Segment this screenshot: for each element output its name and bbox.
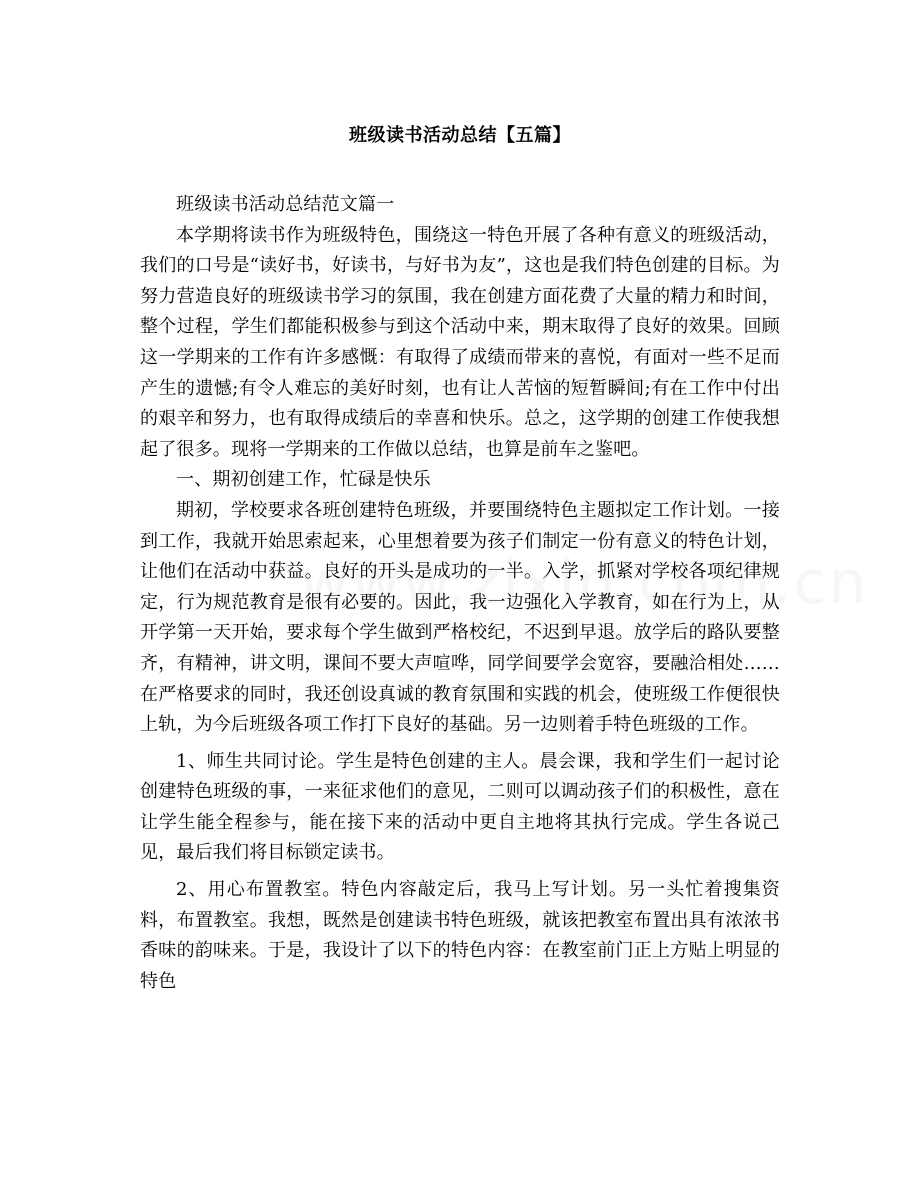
paragraph: 期初，学校要求各班创建特色班级，并要围绕特色主题拟定工作计划。一接到工作，我就开始思索起来，心里想着要为孩子们制定一份有意义的特色计划，让他们在活动中获益。良好的开头是成功的一半。入学，抓紧对学校各项纪律规定，行为规范教育是很有必要的。因此，我一边强化入学教育，如在行为上，从开学第一天开始，要求每个学生做到严格校纪，不迟到早退。放学后的路队要整齐，有精神，讲文明，课间不要大声喧哗，同学间要学会宽容，要融洽相处……在严格要求的同时，我还创设真诚的教育氛围和实践的机会，使班级工作便很快上轨，为今后班级各项工作打下良好的基础。另一边则着手特色班级的工作。 [140,499,780,736]
document-title: 班级读书活动总结【五篇】 [349,125,571,146]
paragraph: 本学期将读书作为班级特色，围绕这一特色开展了各种有意义的班级活动，我们的口号是“读好书，好读书，与好书为友”，这也是我们特色创建的目标。为努力营造良好的班级读书学习的氛围，我在创建方面花费了大量的精力和时间，整个过程，学生们都能积极参与到这个活动中来，期末取得了良好的效果。回顾这一学期来的工作有许多感慨：有取得了成绩而带来的喜悦，有面对一些不足而产生的遗憾;有令人难忘的美好时刻，也有让人苦恼的短暂瞬间;有在工作中付出的艰辛和努力，也有取得成绩后的幸喜和快乐。总之，这学期的创建工作使我想起了很多。现将一学期来的工作做以总结，也算是前车之鉴吧。 [140,224,780,460]
section-heading: 班级读书活动总结范文篇一 [176,194,395,215]
paragraph: 2、用心布置教室。特色内容敲定后，我马上写计划。另一头忙着搜集资料，布置教室。我想，既然是创建读书特色班级，就该把教室布置出具有浓浓书香味的韵味来。于是，我设计了以下的特色内容：在教室前门正上方贴上明显的特色 [140,879,780,992]
document-body [140,190,780,997]
paragraph: 1、师生共同讨论。学生是特色创建的主人。晨会课，我和学生们一起讨论创建特色班级的事，一来征求他们的意见，二则可以调动孩子们的积极性，意在让学生能全程参与，能在接下来的活动中更自主地将其执行完成。学生各说己见，最后我们将目标锁定读书。 [140,750,780,864]
section-heading: 一、期初创建工作，忙碌是快乐 [176,469,431,491]
